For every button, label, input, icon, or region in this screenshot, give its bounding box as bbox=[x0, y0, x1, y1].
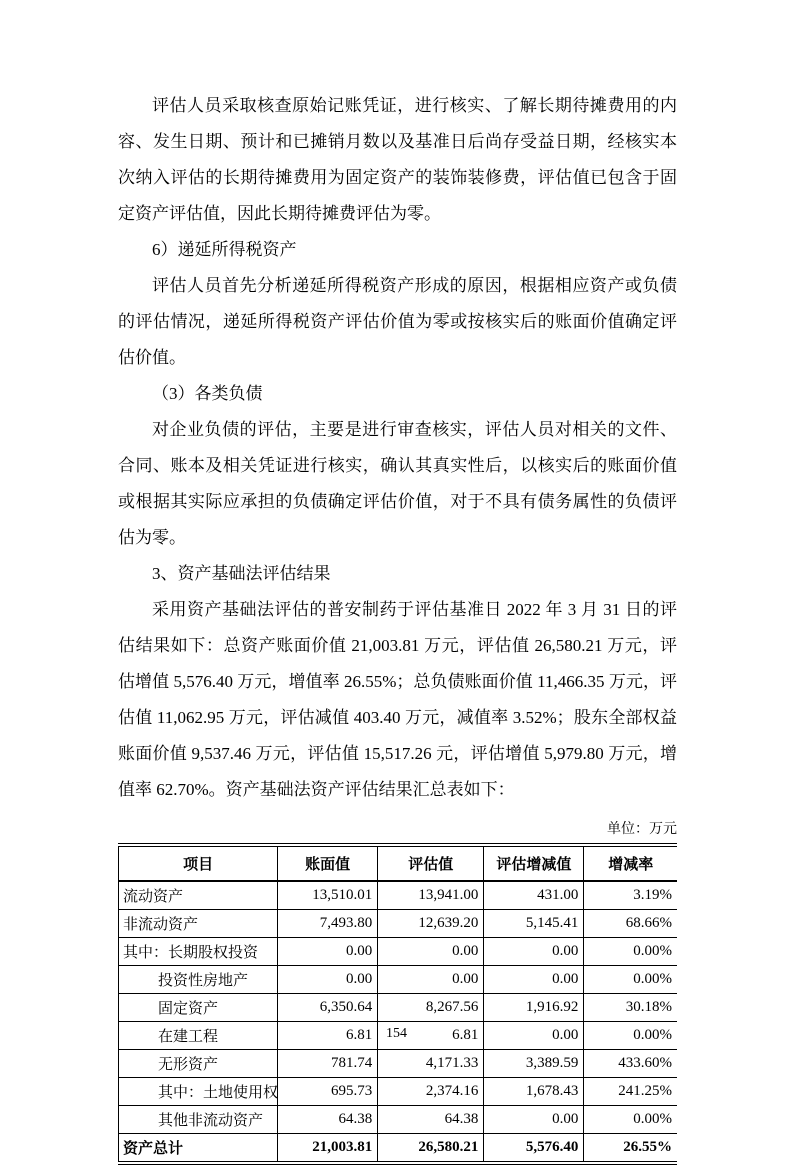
table-header-row bbox=[119, 845, 678, 881]
row-value: 781.74 bbox=[278, 1050, 378, 1078]
table-row bbox=[119, 910, 678, 938]
column-header-change-rate: 增减率 bbox=[584, 845, 677, 881]
column-header-book-value: 账面值 bbox=[278, 845, 378, 881]
row-value: 0.00 bbox=[484, 966, 584, 994]
row-value: 7,493.80 bbox=[278, 910, 378, 938]
row-value: 3.19% bbox=[584, 881, 677, 910]
row-label: 资产总计 bbox=[119, 1134, 278, 1164]
row-value: 0.00% bbox=[584, 1022, 677, 1050]
row-label: 流动资产 bbox=[119, 881, 278, 910]
row-value: 68.66% bbox=[584, 910, 677, 938]
row-value: 0.00 bbox=[278, 966, 378, 994]
page-number: 154 bbox=[386, 1026, 407, 1041]
row-value: 1,916.92 bbox=[484, 994, 584, 1022]
row-value: 30.18% bbox=[584, 994, 677, 1022]
row-value: 5,576.40 bbox=[484, 1134, 584, 1164]
row-value: 6,350.64 bbox=[278, 994, 378, 1022]
section-heading: 6）递延所得税资产 bbox=[152, 240, 297, 259]
paragraph: 采用资产基础法评估的普安制药于评估基准日 2022 年 3 月 31 日的评估结果如下：总资产账面价值 21,003.81 万元，评估值 26,580.21 万元，评估增值 5,576.40 万元，增值率 26.55%；总负债账面价值 11,466.35 万元，评估值 11,062.95 万元，评估减值 403.40 万元，减值率 3.52%；股东全部权益账面价值 9,537.46 万元，评估值 15,517.26 元，评估增值 5,979.80 万元，增值率 62.70%。资产基础法资产评估结果汇总表如下： bbox=[118, 600, 677, 799]
table-row bbox=[119, 994, 678, 1022]
table-row bbox=[119, 938, 678, 966]
paragraph: 对企业负债的评估，主要是进行审查核实，评估人员对相关的文件、合同、账本及相关凭证进行核实，确认其真实性后，以核实后的账面价值或根据其实际应承担的负债确定评估价值，对于不具有债务属性的负债评估为零。 bbox=[118, 420, 677, 547]
row-value: 4,171.33 bbox=[378, 1050, 484, 1078]
row-value: 0.00 bbox=[278, 938, 378, 966]
row-value: 0.00 bbox=[484, 938, 584, 966]
section-heading: （3）各类负债 bbox=[152, 384, 263, 403]
row-value: 13,941.00 bbox=[378, 881, 484, 910]
row-value: 6.81 bbox=[378, 1022, 484, 1050]
row-value: 0.00 bbox=[378, 966, 484, 994]
row-value: 6.81 bbox=[278, 1022, 378, 1050]
row-label: 其中：土地使用权 bbox=[119, 1078, 278, 1106]
row-value: 13,510.01 bbox=[278, 881, 378, 910]
row-label: 在建工程 bbox=[119, 1022, 278, 1050]
table-row bbox=[119, 881, 678, 910]
row-value: 1,678.43 bbox=[484, 1078, 584, 1106]
row-label: 固定资产 bbox=[119, 994, 278, 1022]
row-value: 0.00% bbox=[584, 1106, 677, 1134]
section-heading: 3、资产基础法评估结果 bbox=[152, 564, 331, 583]
asset-valuation-summary-table bbox=[118, 843, 677, 1165]
row-value: 241.25% bbox=[584, 1078, 677, 1106]
row-value: 8,267.56 bbox=[378, 994, 484, 1022]
row-label: 非流动资产 bbox=[119, 910, 278, 938]
table-unit-label: 单位：万元 bbox=[607, 822, 677, 837]
table-row bbox=[119, 1106, 678, 1134]
row-value: 26,580.21 bbox=[378, 1134, 484, 1164]
paragraph: 评估人员首先分析递延所得税资产形成的原因，根据相应资产或负债的评估情况，递延所得税资产评估价值为零或按核实后的账面价值确定评估价值。 bbox=[118, 276, 677, 367]
column-header-appraisal-change: 评估增减值 bbox=[484, 845, 584, 881]
row-label: 投资性房地产 bbox=[119, 966, 278, 994]
row-value: 0.00 bbox=[484, 1106, 584, 1134]
page-content bbox=[118, 88, 677, 1165]
row-value: 0.00% bbox=[584, 966, 677, 994]
row-label: 其中：长期股权投资 bbox=[119, 938, 278, 966]
table-row bbox=[119, 1078, 678, 1106]
row-value: 12,639.20 bbox=[378, 910, 484, 938]
table-row bbox=[119, 1134, 678, 1164]
row-value: 0.00 bbox=[378, 938, 484, 966]
paragraph: 评估人员采取核查原始记账凭证，进行核实、了解长期待摊费用的内容、发生日期、预计和已摊销月数以及基准日后尚存受益日期，经核实本次纳入评估的长期待摊费用为固定资产的装饰装修费，评估值已包含于固定资产评估值，因此长期待摊费评估为零。 bbox=[118, 96, 677, 223]
row-value: 21,003.81 bbox=[278, 1134, 378, 1164]
row-value: 431.00 bbox=[484, 881, 584, 910]
column-header-appraised-value: 评估值 bbox=[378, 845, 484, 881]
row-value: 3,389.59 bbox=[484, 1050, 584, 1078]
row-label: 无形资产 bbox=[119, 1050, 278, 1078]
row-value: 64.38 bbox=[378, 1106, 484, 1134]
row-value: 26.55% bbox=[584, 1134, 677, 1164]
row-value: 5,145.41 bbox=[484, 910, 584, 938]
row-value: 0.00 bbox=[484, 1022, 584, 1050]
row-value: 695.73 bbox=[278, 1078, 378, 1106]
row-value: 64.38 bbox=[278, 1106, 378, 1134]
table-row bbox=[119, 966, 678, 994]
table-row bbox=[119, 1050, 678, 1078]
column-header-item: 项目 bbox=[119, 845, 278, 881]
row-value: 433.60% bbox=[584, 1050, 677, 1078]
row-value: 2,374.16 bbox=[378, 1078, 484, 1106]
row-value: 0.00% bbox=[584, 938, 677, 966]
row-label: 其他非流动资产 bbox=[119, 1106, 278, 1134]
